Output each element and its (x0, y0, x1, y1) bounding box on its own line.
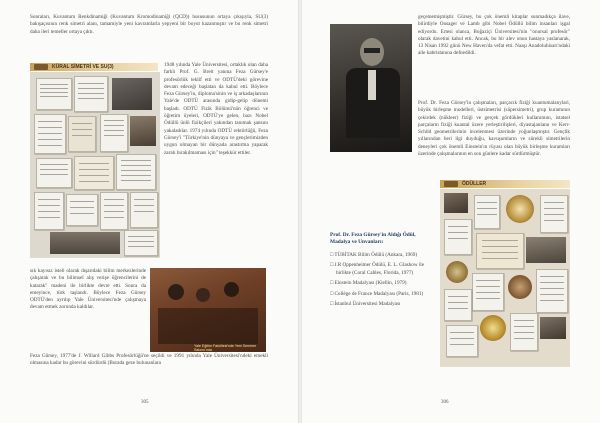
collage-document (34, 114, 66, 154)
award-certificate (510, 313, 538, 351)
collage-document (66, 194, 98, 226)
award-certificate (476, 233, 524, 269)
award-item: □ TÜBİTAK Bilim Ödülü (Ankara, 1969) (330, 252, 418, 258)
award-item: □ J.R Oppenheimer Ödülü, E. L. Glashow ile birlikte (Coral Cables, Florida, 1977) (330, 262, 425, 276)
document-collage (30, 72, 160, 258)
collage-document (68, 116, 96, 152)
collage-document (100, 192, 128, 230)
collage-document (36, 158, 72, 188)
collage-document (130, 192, 158, 228)
right-top-paragraph: geçememişmiştir. Gürsey, bu çok önemli kitaplar sunmadıkça ilave, bilirdiyle Onsager ve Lamb gibi Nobel Ödüllü bilim insanları işgal ediyordu. Ertesi olanca, Boğaziçi Üniversitesi'nin "onursal profesör" olarak davetini kabul etti. Ancak, bu bir alev onun hastaya yaslanarak, 13 Nisan 1992 günü New Haven'da vefat etti. Naaşı Anadoluhisarı'ndaki aile kabristanına defnedildi. (418, 14, 570, 57)
awards-list (330, 252, 434, 308)
award-certificate (444, 219, 472, 255)
award-item: □ İstanbul Üniversitesi Madalyası (330, 301, 401, 308)
portrait-photo-small (112, 78, 152, 110)
award-certificate (472, 273, 504, 311)
award-item: □ Collège de France Madalyası (Paris, 1981) (330, 290, 424, 297)
left-bottom-column: sık kayısız isteli olarak dışarıdaki bilim merkezlerinde çalışarak ve bu bilimsel alış verişe öğrencilerini de katarak" madeni ile birlikte devre etti. Sonra da emeyince, türk taşlandı. Böylece Feza Gürsey ODTÜ'den ayrılıp Yale Üniversitesi'nde çalışmaya devam etmek zorunda kaldılar. (30, 268, 146, 311)
feza-gursey-portrait (330, 24, 412, 152)
awards-collage (440, 189, 570, 367)
award-certificate (540, 195, 568, 233)
collage-document (36, 78, 72, 110)
awards-heading: Prof. Dr. Feza Gürsey'in Aldığı Ödül, Madalya ve Unvanları: (330, 232, 416, 246)
medal-bronze-icon (508, 275, 532, 299)
collage-document (74, 76, 108, 112)
band-emblem-icon (444, 181, 458, 187)
award-item: □ Einstein Madalyası (Kiellin, 1979) (330, 280, 407, 287)
group-photo (50, 232, 120, 254)
award-photo (540, 317, 566, 339)
medal-coin-icon (446, 261, 468, 283)
left-page (0, 0, 298, 423)
page-number-left: 305 (141, 400, 149, 405)
right-page (302, 0, 600, 423)
award-certificate (536, 269, 568, 313)
section-band-chiral (30, 63, 158, 71)
left-top-paragraph: Sonraları, Kuvantum Renkdinamiği (Kuvantum Kromodinamiği (QCD)) hususunun ortaya çıkışıyla, SU(3) bakışaçısının renk simetri alanı, tamamiyle yeni kavramlarla yepyeni bir boyut kazanmıştır ve bu renk simetri daha ileri temeller ortaya çıktı. (30, 14, 268, 35)
seminar-photo-caption: Yale Eğitim Fakültesi'nde Yeni Seminer Salonu'nda (194, 344, 257, 352)
medal-star-icon (506, 195, 534, 223)
page-number-right: 306 (441, 400, 449, 405)
left-bottom-full: Feza Gürsey, 1977'de J. Willard Gibbs Profesörlüğü'ne seçildi ve 1991 yılında Yale Üniversitesi'ndeki emekli olmasına kadar bu görevini sürdürdü (Burada geze bulunanlara (30, 353, 268, 367)
medal-gold-icon (480, 315, 506, 341)
right-middle-paragraph: Prof. Dr. Feza Gürsey'in çalışmaları, parçacık fiziği kuantumalanylari, büyük birleşme modelleri, üstsimetrisi (süpersimetri), grup kuramının çekirdek (nükleer) fiziği ve gerçek gördükleri kullanımını, istatsel parçaların fiziği kuantal üzere yerleştirilişleri, diyastajanlann ve Kerr-Schild geometrilerinin incelenmesi üzerinde yoğunlaşmıştır. Gençlik yıllarından beri ilgi duyduğu, kavuşumların ve sürekli simetrilerin deneyleri çok önemli Einstein'ın rüyası olan büyük birleşme kuramları üzerinde çalışmalarının en son günlere kadar sürdürmüştür. (418, 100, 570, 158)
collage-document (100, 114, 128, 152)
awards-band-title: ÖDÜLLER (462, 181, 487, 187)
award-certificate (444, 289, 472, 321)
award-certificate (446, 325, 478, 357)
portrait-photo-couple (130, 116, 156, 146)
award-ceremony-photo (526, 237, 566, 263)
band-emblem-icon (34, 64, 48, 70)
collage-document (124, 230, 158, 256)
collage-document (116, 154, 156, 190)
award-certificate (474, 195, 500, 229)
section-band-title: KÜRAL SİMETRİ VE SU(3) (52, 64, 114, 70)
collage-document (74, 156, 114, 190)
section-band-awards (440, 180, 570, 188)
seminar-photo (150, 268, 266, 352)
collage-document (34, 192, 64, 230)
left-right-column: 1948 yılında Yale Üniversitesi, ortaklık olan daha farklı Prof. G. Breit yanına Feza Gürsey'e profesörlük teklif etti ve ODTÜ'deki görevine devam edeceği başlatan da kabul etti. Böylece Feza Gürsey'in, diploma'sinin ve iş arkadaşlarının Yale'de ODTÜ arasında gidip-gelip dönemi başladı. ODTÜ Fizik Bölümü'nün öğrenci ve öğretim üyeleri, ODTÜ'ye gelen, bazı Nobel Ödüllü ünlü fizikçileri yakından tanımak şansını yakaladılar. 1974 yılında ODTÜ rektörlüğü, Feza Gürsey'i "Türkiye'nin dünyaya ve gençlerimizden uygun olmayan bir dünyada arastırma yaparak zaralı bırakılmaması için" teşekkür ettiler. (164, 62, 268, 156)
award-photo (444, 193, 468, 213)
